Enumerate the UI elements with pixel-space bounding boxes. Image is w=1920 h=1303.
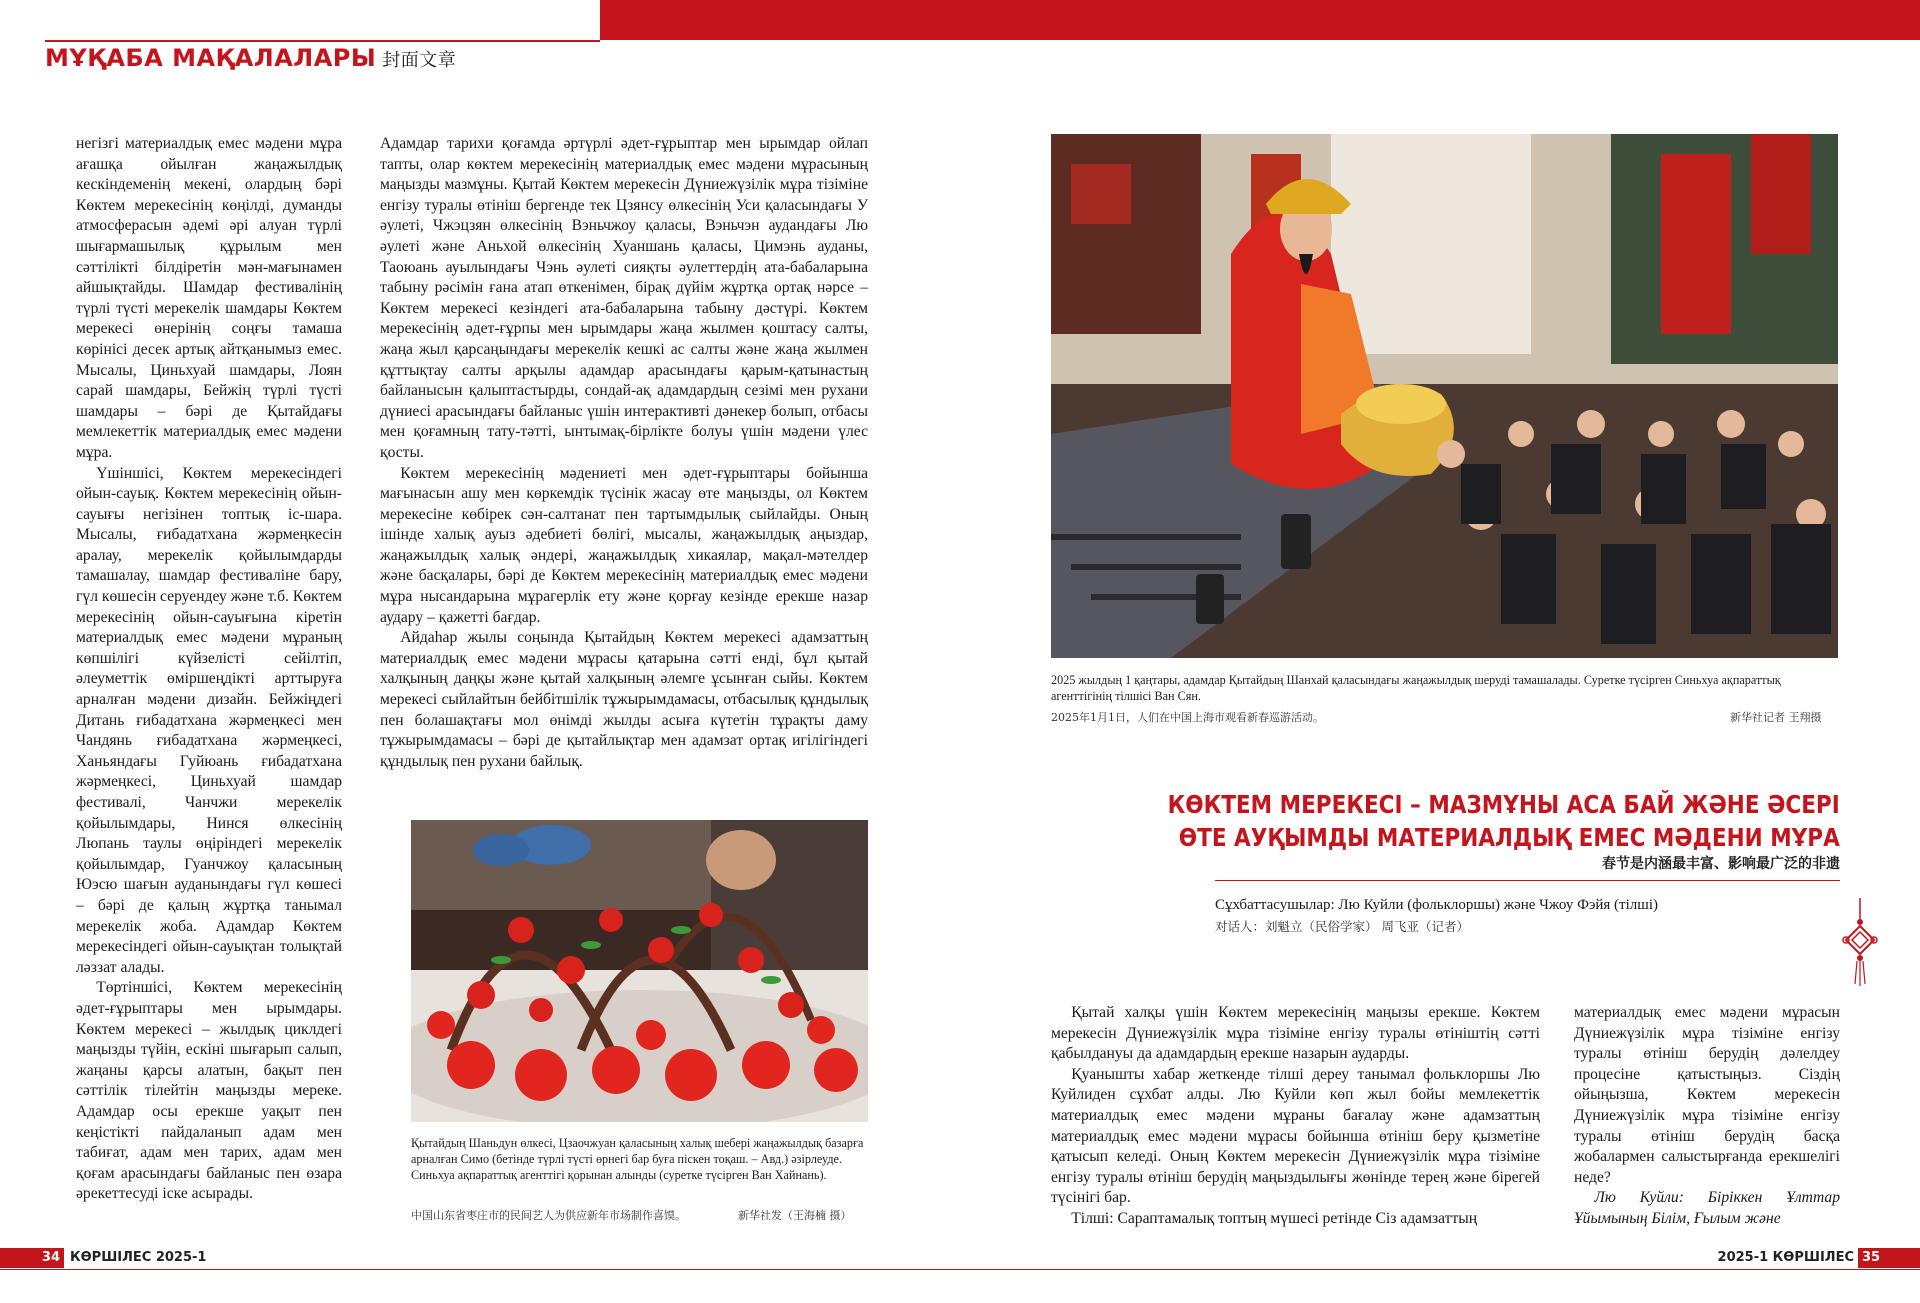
interviewees: Сұхбаттасушылар: Лю Куйли (фольклоршы) және Чжоу Фэйя (тілші): [1215, 897, 1658, 913]
right-col1-para-3: Тілші: Сараптамалық топтың мүшесі ретінде Сіз адамзаттың: [1071, 1209, 1478, 1227]
right-photo-credit: 新华社记者 王翔摄: [1730, 711, 1822, 724]
photo-pomegranate-buns-image: [411, 820, 868, 1122]
left-col1-para-1: негізгі материалдық емес мәдени мұра ағашқа ойылған жаңажылдық кескіндеменің мекені, олардың бәрі Көктем мерекесінің көңілді, думанды атмосферасын әдемі әрі алуан түрлі шығармашылық құрылым мен сәттілікті білдіретін мән-мағынамен айшықтайды. Шамдар фестивалінің түрлі түсті мерекелік шамдары Көктем мерекесі өнерінің соңғы тамаша көрінісі десек артық айтқанымыз емес. Мысалы, Циньхуай шамдары, Лоян сарай шамдары, Бейжің түрлі түсті шамдары – бәрі де Қытайдағы мемлекеттік материалдық емес мәдени мұра.: [76, 135, 342, 461]
photo-new-year-parade: [1051, 134, 1838, 658]
interviewees-cn: 对话人：刘魁立（民俗学家） 周飞亚（记者）: [1215, 919, 1469, 934]
left-photo-caption: Қытайдың Шаньдун өлкесі, Цзаочжуан қаласының халық шебері жаңажылдық базарға арналған Симо (бетінде түрлі түсті өрнегі бар буға піскен тоқаш. – Авд.) әзірлеуде. Синьхуа ақпараттық агенттігі қорынан алынды (суретке түсірген Ван Хайнань).: [411, 1136, 864, 1182]
photo-new-year-parade-image: [1051, 134, 1838, 658]
left-photo-credit: 新华社发（王海楠 摄）: [738, 1209, 852, 1222]
right-col1-para-2: Қуанышты хабар жеткенде тілші дереу танымал фольклоршы Лю Куйлиден сұхбат алды. Лю Куйли көп жыл бойы мемлекеттік материалдық емес мәдени мұраны бағалау және адамзаттың материалдық емес мәдени мұрасы бойынша өтініш беру қызметіне қатысып келеді. Оның Көктем мерекесін Дүниежүзілік мұра тізіміне енгізу туралы өтініш берудің маңыздылығы жөнінде терең және бірегей түсінігі бар.: [1051, 1065, 1540, 1207]
left-column-2: [380, 134, 868, 772]
footer-rule-left: [0, 1269, 960, 1270]
section-title-cn: 封面文章: [382, 50, 457, 71]
left-column-1: [76, 134, 342, 1205]
left-col2-para-1: Адамдар тарихи қоғамда әртүрлі әдет-ғұрыптар мен ырымдар ойлап тапты, олар көктем мерекесінің материалдық емес мәдени мұрасының маңызды мазмұны. Қытай Көктем мерекесін Дүниежүзілік мұра тізіміне енгізу туралы өтініш бергенде тек Цзянсу өлкесінің Уси қаласындағы У әулеті, Чжэцзян өлкесінің Вэньчжоу қаласы, Вэньчэн аудандағы Лю әулеті және Аньхой өлкесінің Хуаншань қаласы, Цимэнь ауданы, Таоюань ауылындағы Чэнь әулеті сияқты әулеттердің ата-бабаларына табыну рәсімін ғана атап өткенімен, бірақ дүйім жұртқа ортақ нәрсе – Көктем мерекесі кезіндегі ата-бабаларына табыну дәстүрі. Көктем мерекесінің әдет-ғұрпы мен ырымдары жаңа жылмен қоштасу салты, жаңа жыл қарсаңындағы мерекелік кешкі ас салты және жаңа жылмен құттықтау салты арқылы адамдар арасындағы қарым-қатынастың байланысын қалыптастырды, сондай-ақ адамдардың сезімі мен рухани дүниесі арасындағы байланыс үшін интерактивті дәнекер болып, отбасы мен қоғамның тату-тәтті, ынтымақ-бірлікте болуы үшін мәдени үлес қосты.: [380, 135, 868, 461]
headline-divider: [1215, 880, 1840, 881]
footer-rule-right: [960, 1269, 1920, 1270]
left-photo-caption-cn: 中国山东省枣庄市的民间艺人为供应新年市场制作喜馍。: [411, 1209, 686, 1222]
left-col1-para-2: Үшіншісі, Көктем мерекесіндегі ойын-сауық. Көктем мерекесінің ойын-сауығы негізінен топтық іс-шара. Мысалы, ғибадатхана жәрмеңкесін аралау, мерекелік қойылымдарды тамашалау, шамдар фестиваліне бару, гүл көшесін серуендеу және т.б. Көктем мерекесінің ойын-сауығына кіретін материалдық емес мәдени мұраның көпшілігі күйзелісті сейілтіп, әлеуметтік өміршеңдікті арттыруға арналған мәдени дизайн. Бейжіңдегі Дитань ғибадатхана жәрмеңкесі мен Чандянь ғибадатхана жәрмеңкесі, Ханьяндағы Гуйюань ғибадатхана жәрмеңкесі, Циньхуай шамдар фестивалі, Чанчжи мерекелік қойылымдары, Нинся өлкесінің Люпань таулы өңіріндегі мерекелік қойылымдар, Гуанчжоу қаласының Юэсю шағын ауданындағы гүл көшесі – бәрі де қалың жұртқа танымал мерекелік жоба. Адамдар Көктем мерекесіндегі ойын-сауықтан толықтай ләззат алады.: [76, 464, 343, 976]
headline-line-1: КӨКТЕМ МЕРЕКЕСІ – МАЗМҰНЫ АСА БАЙ ЖӘНЕ ӘСЕРІ: [1167, 790, 1840, 819]
right-col1-para-1: Қытай халқы үшін Көктем мерекесінің маңызы ерекше. Көктем мерекесін Дүниежүзілік мұра тізіміне енгізу туралы өтініштің сәтті қабылдануы да адамдардың ерекше назарын аударды.: [1051, 1004, 1540, 1063]
photo-pomegranate-buns: [411, 820, 868, 1122]
left-col2-para-3: Айдаһар жылы соңында Қытайдың Көктем мерекесі адамзаттың материалдық емес мәдени мұрасы қатарына сәтті енді, бұл қытай халқының даңқы және қытай халқының әлемге ұсынған сыйы. Көктем мерекесі сыйлайтын бейбітшілік тұжырымдамасы, отбасылық құндылық пен болашақтағы мол өнімді жылды асыға күтетін тұрақты даму тұжырымдамасы – бәрі де қытайлықтар мен адамзат ортақ игілігіндегі құндылық пен рухани байлық.: [380, 629, 868, 770]
right-photo-caption: 2025 жылдың 1 қаңтары, адамдар Қытайдың Шанхай қаласындағы жаңажылдық шеруді тамашалады. Суретке түсірген Синьхуа ақпараттық агенттігінің тілшісі Ван Сян.: [1051, 673, 1781, 703]
left-col2-para-2: Көктем мерекесінің мәдениеті мен әдет-ғұрыптары бойынша мағынасын ашу мен көркемдік түсінік жасау өте маңызды, ол Көктем мерекесіне көбірек сән-салтанат пен тартымдылық сыйлайды. Оның ішінде халық ауыз әдебиеті бөлігі, мысалы, жаңажылдық аңыздар, жаңажылдық халық әндері, жаңажылдық хикаялар, мақал-мәтелдер және басқалары, бәрі де Көктем мерекесінің материалдық емес мәдени мұра нысандарына мұрагерлік ету және қорғау кезінде ерекше назар аудару – қажетті бағдар.: [380, 464, 868, 626]
article-headline: [1168, 788, 1840, 854]
section-title-kz: МҰҚАБА МАҚАЛАЛАРЫ: [45, 44, 377, 72]
right-col2-para-2: Лю Куйли: Біріккен Ұлттар Ұйымының Білім, Ғылым және: [1574, 1189, 1840, 1227]
right-footer-magazine: 2025-1 КӨРШІЛЕС: [1717, 1250, 1854, 1265]
headline-cn: 春节是内涵最丰富、影响最广泛的非遗: [1602, 856, 1840, 872]
section-title: [45, 44, 456, 72]
left-footer-magazine: КӨРШІЛЕС 2025-1: [70, 1250, 207, 1265]
header-red-bar: [600, 0, 1920, 40]
left-col1-para-3: Төртіншісі, Көктем мерекесінің әдет-ғұрыптары мен ырымдары. Көктем мерекесі – жылдық циклдегі маңызды түйін, ескіні шығарып салып, жаңаны қарсы алатын, бақыт пен сәттілік тілейтін маңызды мереке. Адамдар осы ерекше уақыт пен кеңістікті пайдаланып адам мен табиғат, адам мен тарих, адам мен қоғам арасындағы байланыс пен өзара әрекеттесуді іске асырады.: [76, 979, 342, 1203]
headline-line-2: ӨТЕ АУҚЫМДЫ МАТЕРИАЛДЫҚ ЕМЕС МӘДЕНИ МҰРА: [1179, 823, 1840, 852]
left-page-number: 34: [0, 1248, 64, 1268]
chinese-knot-icon: [1840, 898, 1880, 986]
right-column-2: [1574, 1003, 1840, 1230]
right-page-number: 35: [1858, 1248, 1920, 1268]
header-rule: [45, 40, 600, 42]
right-photo-caption-cn: 2025年1月1日，人们在中国上海市观看新春巡游活动。: [1051, 711, 1324, 724]
right-col2-para-1: материалдық емес мәдени мұрасын Дүниежүзілік мұра тізіміне енгізу туралы өтініш берудің дәлелдеу процесіне қатыстыңыз. Сіздің ойыңызша, Көктем мерекесін Дүниежүзілік мұра тізіміне енгізу туралы өтініш берудің басқа жобалармен салыстырғанда ерекшелігі неде?: [1574, 1004, 1840, 1186]
right-column-1: [1051, 1003, 1540, 1230]
